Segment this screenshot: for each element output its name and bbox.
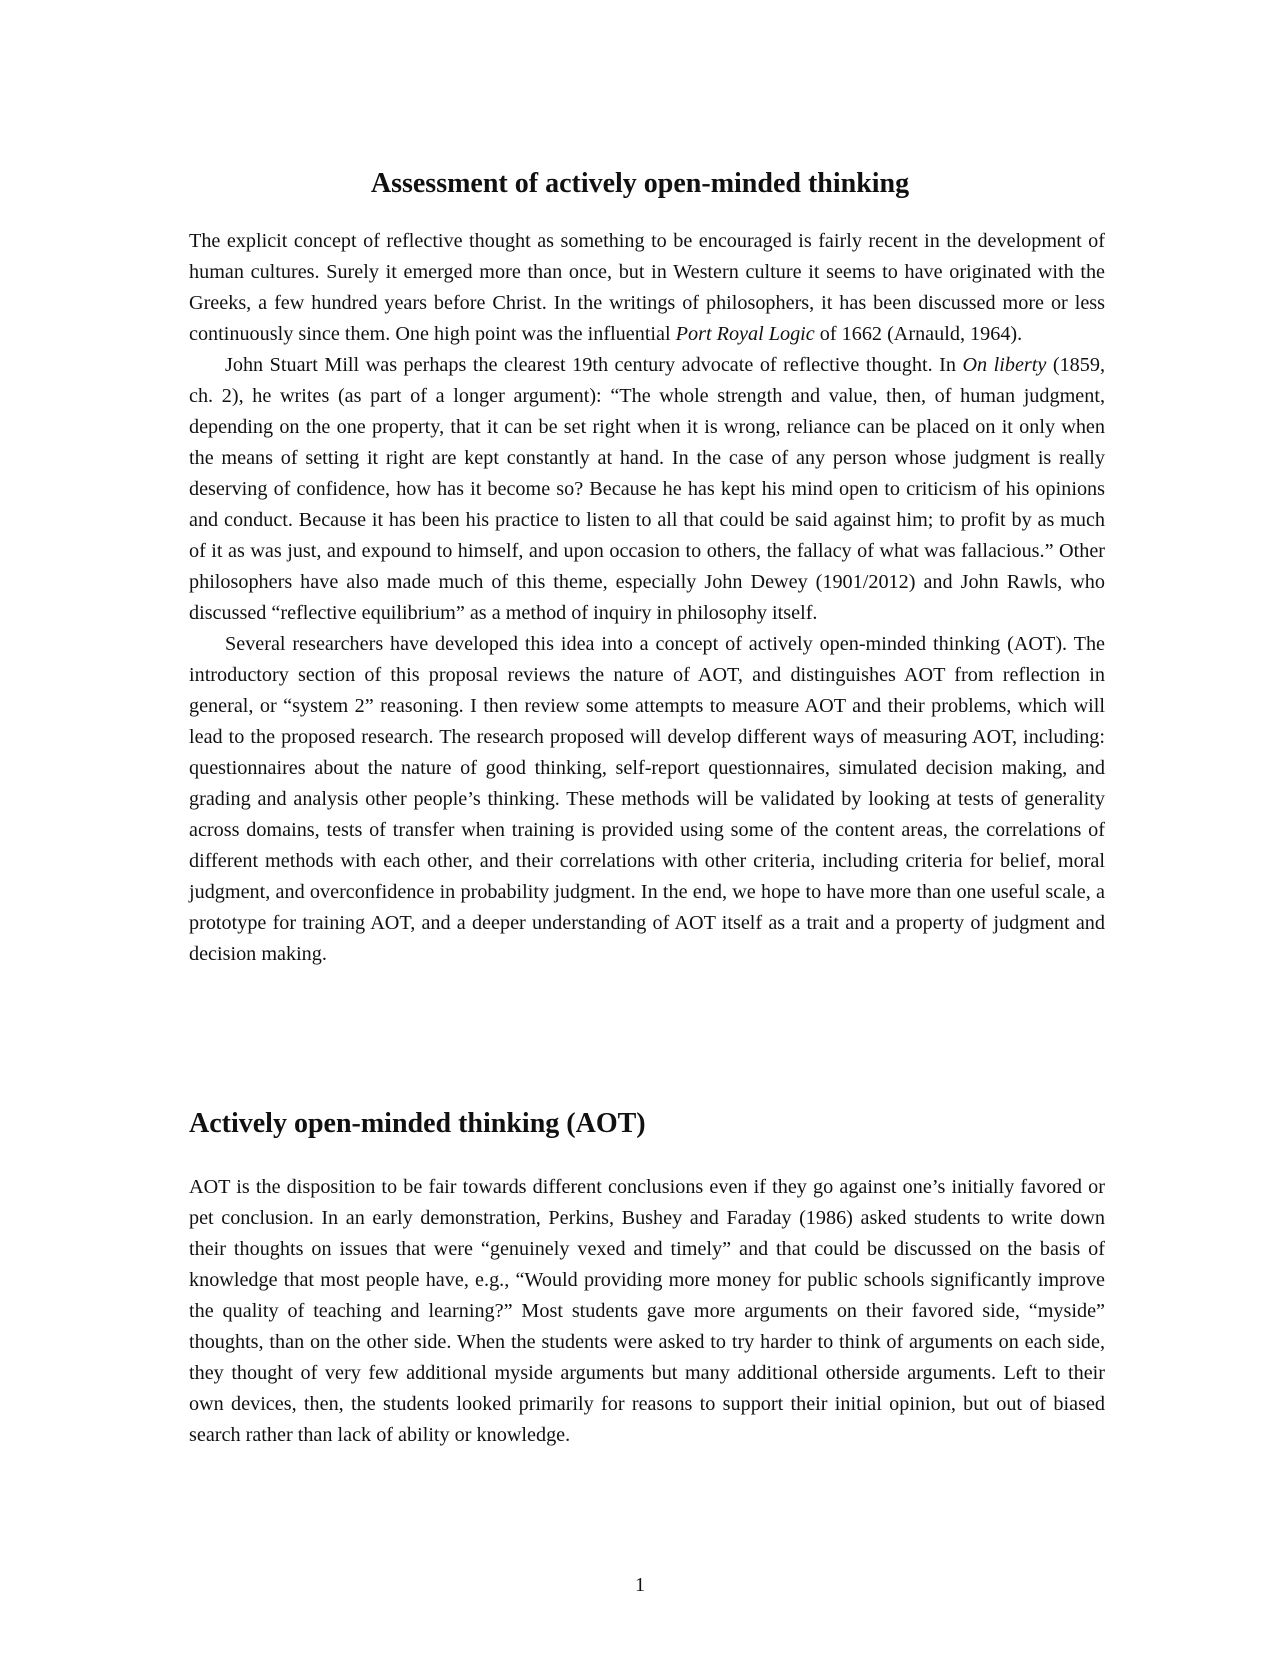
italic-title: On liberty <box>962 354 1047 376</box>
paragraph: Several researchers have developed this idea into a concept of actively open-minded thinking (AOT). The introductory section of this proposal reviews the nature of AOT, and distinguishes AOT from reflection in general, or “system 2” reasoning. I then review some attempts to measure AOT and their problems, which will lead to the proposed research. The research proposed will develop different ways of measuring AOT, including: questionnaires about the nature of good thinking, self-report questionnaires, simulated decision making, and grading and analysis other people’s thinking. These methods will be validated by looking at tests of generality across domains, tests of transfer when training is provided using some of the content areas, the correlations of different methods with each other, and their correlations with other criteria, including criteria for belief, moral judgment, and overconfidence in probability judgment. In the end, we hope to have more than one useful scale, a prototype for training AOT, and a deeper understanding of AOT itself as a trait and a property of judgment and decision making. <box>189 633 1105 965</box>
paragraph: AOT is the disposition to be fair towards different conclusions even if they go against one’s initially favored or pet conclusion. In an early demonstration, Perkins, Bushey and Faraday (1986) asked students to write down their thoughts on issues that were “genuinely vexed and timely” and that could be discussed on the basis of knowledge that most people have, e.g., “Would providing more money for public schools significantly improve the quality of teaching and learning?” Most students gave more arguments on their favored side, “myside” thoughts, than on the other side. When the students were asked to try harder to think of arguments on each side, they thought of very few additional myside arguments but many additional otherside arguments. Left to their own devices, then, the students looked primarily for reasons to support their initial opinion, but out of biased search rather than lack of ability or knowledge. <box>189 1176 1105 1446</box>
page-number: 1 <box>635 1574 645 1596</box>
aot-section <box>189 1172 1105 1451</box>
text: of 1662 (Arnauld, 1964). <box>814 323 1023 345</box>
text: John Stuart Mill was perhaps the clearest 19th century advocate of reflective thought. In <box>225 354 963 376</box>
page-title: Assessment of actively open-minded thinking <box>370 168 910 199</box>
text: The explicit concept of reflective thought as something to be encouraged is fairly recent in the development of human cultures. Surely it emerged more than once, but in Western culture it seems to have originated with the Greeks, a few hundred years before Christ. In the writings of philosophers, it has been discussed more or less continuously since them. One high point was the influential <box>189 230 1105 345</box>
italic-title: Port Royal Logic <box>675 323 815 345</box>
section-heading: Actively open-minded thinking (AOT) <box>189 1108 646 1139</box>
paragraph <box>189 226 1105 350</box>
intro-section <box>189 226 1105 970</box>
text: (1859, ch. 2), he writes (as part of a longer argument): “The whole strength and value, then, of human judgment, depending on the one property, that it can be set right when it is wrong, reliance can be placed on it only when the means of setting it right are kept constantly at hand. In the case of any person whose judgment is really deserving of confidence, how has it become so? Because he has kept his mind open to criticism of his opinions and conduct. Because it has been his practice to listen to all that could be said against him; to profit by as much of it as was just, and expound to himself, and upon occasion to others, the fallacy of what was fallacious.” Other philosophers have also made much of this theme, especially John Dewey (1901/2012) and John Rawls, who discussed “reflective equilibrium” as a method of inquiry in philosophy itself. <box>189 354 1105 624</box>
paragraph <box>189 350 1105 629</box>
